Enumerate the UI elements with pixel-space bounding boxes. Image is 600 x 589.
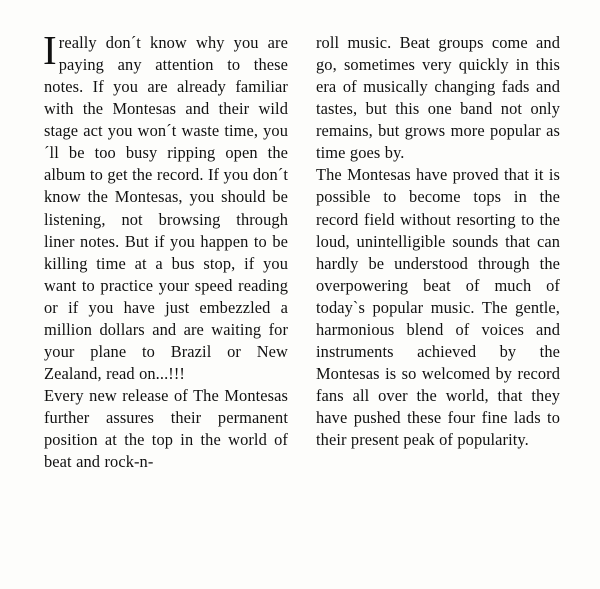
column-left — [43, 27, 288, 473]
paragraph-left-2: Every new release of The Montesas further assures their permanent position at the top in the world of beat and rock-n- — [44, 386, 288, 472]
paragraph-right-2: The Montesas have proved that it is possible to become tops in the record field without resorting to the loud, unintelligible sounds that can hardly be understood through the overpowering beat of much of today`s popular music. The gentle, harmonious blend of voices and instruments achieved by the Montesas is so welcomed by record fans all over the world, that they have pushed these four fine lads to their present peak of popularity. — [316, 165, 560, 450]
drop-cap: I — [43, 27, 57, 73]
paragraph-left-1-text: really don´t know why you are paying any attention to these notes. If you are already familiar with the Montesas and their wild stage act you won´t waste time, you´ll be too busy ripping open the album to get the record. If you don´t know the Montesas, you should be listening, not browsing through liner notes. But if you happen to be killing time at a bus stop, if you want to practice your speed reading or if you have just embezzled a million dollars and are waiting for your plane to Brazil or New Zealand, read on...!!! — [44, 33, 288, 383]
paragraph-left-1 — [43, 27, 288, 385]
text-columns — [43, 27, 560, 473]
paragraph-right-1: roll music. Beat groups come and go, sometimes very quickly in this era of musically changing fads and tastes, but this one band not only remains, but grows more popular as time goes by. — [316, 33, 560, 163]
column-right — [316, 32, 560, 473]
